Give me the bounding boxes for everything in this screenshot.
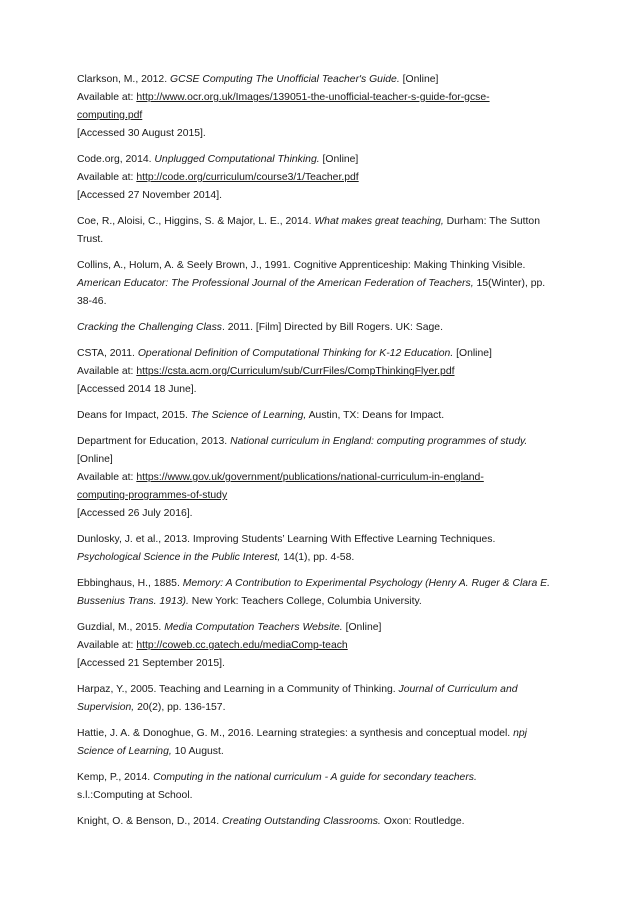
reference-text: [Online] <box>399 74 439 85</box>
reference-url-link[interactable]: https://www.gov.uk/government/publications/national-curriculum-in-england- <box>136 472 484 483</box>
reference-text: Code.org, 2014. <box>77 154 155 165</box>
reference-text: [Accessed 21 September 2015]. <box>77 658 225 669</box>
reference-text: Harpaz, Y., 2005. Teaching and Learning in a Community of Thinking. <box>77 684 399 695</box>
reference-text: [Accessed 27 November 2014]. <box>77 190 222 201</box>
reference-entry-deans <box>77 407 557 425</box>
reference-title-italic: Operational Definition of Computational Thinking for K-12 Education. <box>137 348 454 359</box>
reference-entry-dfe <box>77 433 557 523</box>
reference-line <box>77 275 557 293</box>
reference-title-italic: What makes great teaching, <box>314 216 444 227</box>
reference-title-italic: Journal of Curriculum and <box>398 684 518 695</box>
reference-text: Oxon: Routledge. <box>380 816 465 827</box>
reference-line <box>77 213 557 231</box>
reference-line <box>77 71 557 89</box>
reference-text: 20(2), pp. 136-157. <box>134 702 226 713</box>
reference-line <box>77 363 557 381</box>
reference-title-italic: Psychological Science in the Public Interest, <box>77 552 281 563</box>
reference-line <box>77 787 557 805</box>
reference-title-italic: Cracking the Challenging Class <box>77 322 222 333</box>
reference-line <box>77 169 557 187</box>
reference-url-link[interactable]: http://coweb.cc.gatech.edu/mediaComp-teach <box>136 640 348 651</box>
reference-line <box>77 451 557 469</box>
reference-entry-cracking <box>77 319 557 337</box>
reference-entry-clarkson <box>77 71 557 143</box>
reference-text: Department for Education, 2013. <box>77 436 231 447</box>
reference-url-link[interactable]: http://www.ocr.org.uk/Images/139051-the-unofficial-teacher-s-guide-for-gcse- <box>136 92 490 103</box>
reference-text: 38-46. <box>77 296 107 307</box>
reference-line <box>77 125 557 143</box>
reference-entry-hattie <box>77 725 557 761</box>
reference-line <box>77 725 557 743</box>
reference-line <box>77 813 557 831</box>
reference-text: [Online] <box>453 348 492 359</box>
reference-list <box>77 71 557 839</box>
reference-text: Available at: <box>77 472 137 483</box>
reference-text: Clarkson, M., 2012. <box>77 74 170 85</box>
reference-text: Kemp, P., 2014. <box>77 772 154 783</box>
reference-title-italic: Bussenius Trans. 1913). <box>77 596 189 607</box>
reference-entry-knight <box>77 813 557 831</box>
reference-text: [Online] <box>342 622 382 633</box>
reference-text: 14(1), pp. 4-58. <box>280 552 355 563</box>
reference-text: [Accessed 2014 18 June]. <box>77 384 197 395</box>
reference-url-link[interactable]: https://csta.acm.org/Curriculum/sub/CurrFiles/CompThinkingFlyer.pdf <box>136 366 455 377</box>
reference-url-link[interactable]: http://code.org/curriculum/course3/1/Teacher.pdf <box>136 172 359 183</box>
reference-text: Coe, R., Aloisi, C., Higgins, S. & Major, L. E., 2014. <box>77 216 315 227</box>
reference-entry-ebbinghaus <box>77 575 557 611</box>
reference-text: Available at: <box>77 640 137 651</box>
reference-line <box>77 319 557 337</box>
reference-text: Knight, O. & Benson, D., 2014. <box>77 816 222 827</box>
reference-line <box>77 681 557 699</box>
reference-line <box>77 407 557 425</box>
reference-text: Collins, A., Holum, A. & Seely Brown, J., 1991. Cognitive Apprenticeship: Making Thinking Visible. <box>77 260 526 271</box>
reference-line <box>77 345 557 363</box>
reference-text: Available at: <box>77 366 137 377</box>
reference-line <box>77 151 557 169</box>
reference-line <box>77 89 557 107</box>
reference-text: Hattie, J. A. & Donoghue, G. M., 2016. Learning strategies: a synthesis and conceptual model. <box>77 728 514 739</box>
reference-text: 10 August. <box>171 746 224 757</box>
reference-title-italic: American Educator: The Professional Journal of the American Federation of Teachers, <box>77 278 474 289</box>
reference-text: s.l.:Computing at School. <box>77 790 193 801</box>
reference-entry-collins <box>77 257 557 311</box>
reference-text: CSTA, 2011. <box>77 348 138 359</box>
reference-line <box>77 769 557 787</box>
reference-text: Trust. <box>77 234 104 245</box>
reference-text: [Accessed 26 July 2016]. <box>77 508 193 519</box>
reference-title-italic: Media Computation Teachers Website. <box>164 622 343 633</box>
reference-text: Available at: <box>77 172 137 183</box>
reference-entry-kemp <box>77 769 557 805</box>
reference-entry-dunlosky <box>77 531 557 567</box>
reference-title-italic: The Science of Learning, <box>190 410 307 421</box>
reference-text: Deans for Impact, 2015. <box>77 410 191 421</box>
reference-line <box>77 505 557 523</box>
reference-url-link[interactable]: computing-programmes-of-study <box>77 490 228 501</box>
reference-line <box>77 593 557 611</box>
reference-title-italic: National curriculum in England: computing programmes of study. <box>230 436 528 447</box>
reference-url-link[interactable]: computing.pdf <box>77 110 143 121</box>
reference-title-italic: npj <box>513 728 527 739</box>
reference-text: [Online] <box>319 154 359 165</box>
reference-text: Ebbinghaus, H., 1885. <box>77 578 183 589</box>
reference-title-italic: Memory: A Contribution to Experimental Psychology (Henry A. Ruger & Clara E. <box>182 578 550 589</box>
reference-text: New York: Teachers College, Columbia University. <box>188 596 422 607</box>
reference-text: Austin, TX: Deans for Impact. <box>306 410 445 421</box>
reference-title-italic: Unplugged Computational Thinking. <box>154 154 320 165</box>
reference-line <box>77 187 557 205</box>
reference-line <box>77 743 557 761</box>
reference-line <box>77 257 557 275</box>
reference-title-italic: Science of Learning, <box>77 746 172 757</box>
reference-line <box>77 575 557 593</box>
reference-line <box>77 231 557 249</box>
reference-line <box>77 619 557 637</box>
reference-line <box>77 469 557 487</box>
reference-text: [Accessed 30 August 2015]. <box>77 128 206 139</box>
reference-entry-code-org <box>77 151 557 205</box>
reference-line <box>77 487 557 505</box>
reference-text: Available at: <box>77 92 137 103</box>
reference-line <box>77 531 557 549</box>
reference-text: Dunlosky, J. et al., 2013. Improving Students’ Learning With Effective Learning Techniques. <box>77 534 496 545</box>
reference-title-italic: Creating Outstanding Classrooms. <box>221 816 381 827</box>
reference-line <box>77 637 557 655</box>
reference-text: . 2011. [Film] Directed by Bill Rogers. UK: Sage. <box>221 322 443 333</box>
reference-line <box>77 655 557 673</box>
reference-line <box>77 107 557 125</box>
reference-text: Guzdial, M., 2015. <box>77 622 165 633</box>
reference-line <box>77 433 557 451</box>
reference-text: [Online] <box>77 454 113 465</box>
reference-title-italic: Computing in the national curriculum - A guide for secondary teachers. <box>153 772 477 783</box>
reference-line <box>77 293 557 311</box>
reference-line <box>77 381 557 399</box>
reference-entry-harpaz <box>77 681 557 717</box>
reference-line <box>77 549 557 567</box>
reference-title-italic: GCSE Computing The Unofficial Teacher's Guide. <box>169 74 400 85</box>
reference-entry-guzdial <box>77 619 557 673</box>
reference-text: 15(Winter), pp. <box>473 278 546 289</box>
reference-title-italic: Supervision, <box>77 702 135 713</box>
reference-line <box>77 699 557 717</box>
reference-entry-coe <box>77 213 557 249</box>
reference-text: Durham: The Sutton <box>443 216 540 227</box>
reference-entry-csta <box>77 345 557 399</box>
